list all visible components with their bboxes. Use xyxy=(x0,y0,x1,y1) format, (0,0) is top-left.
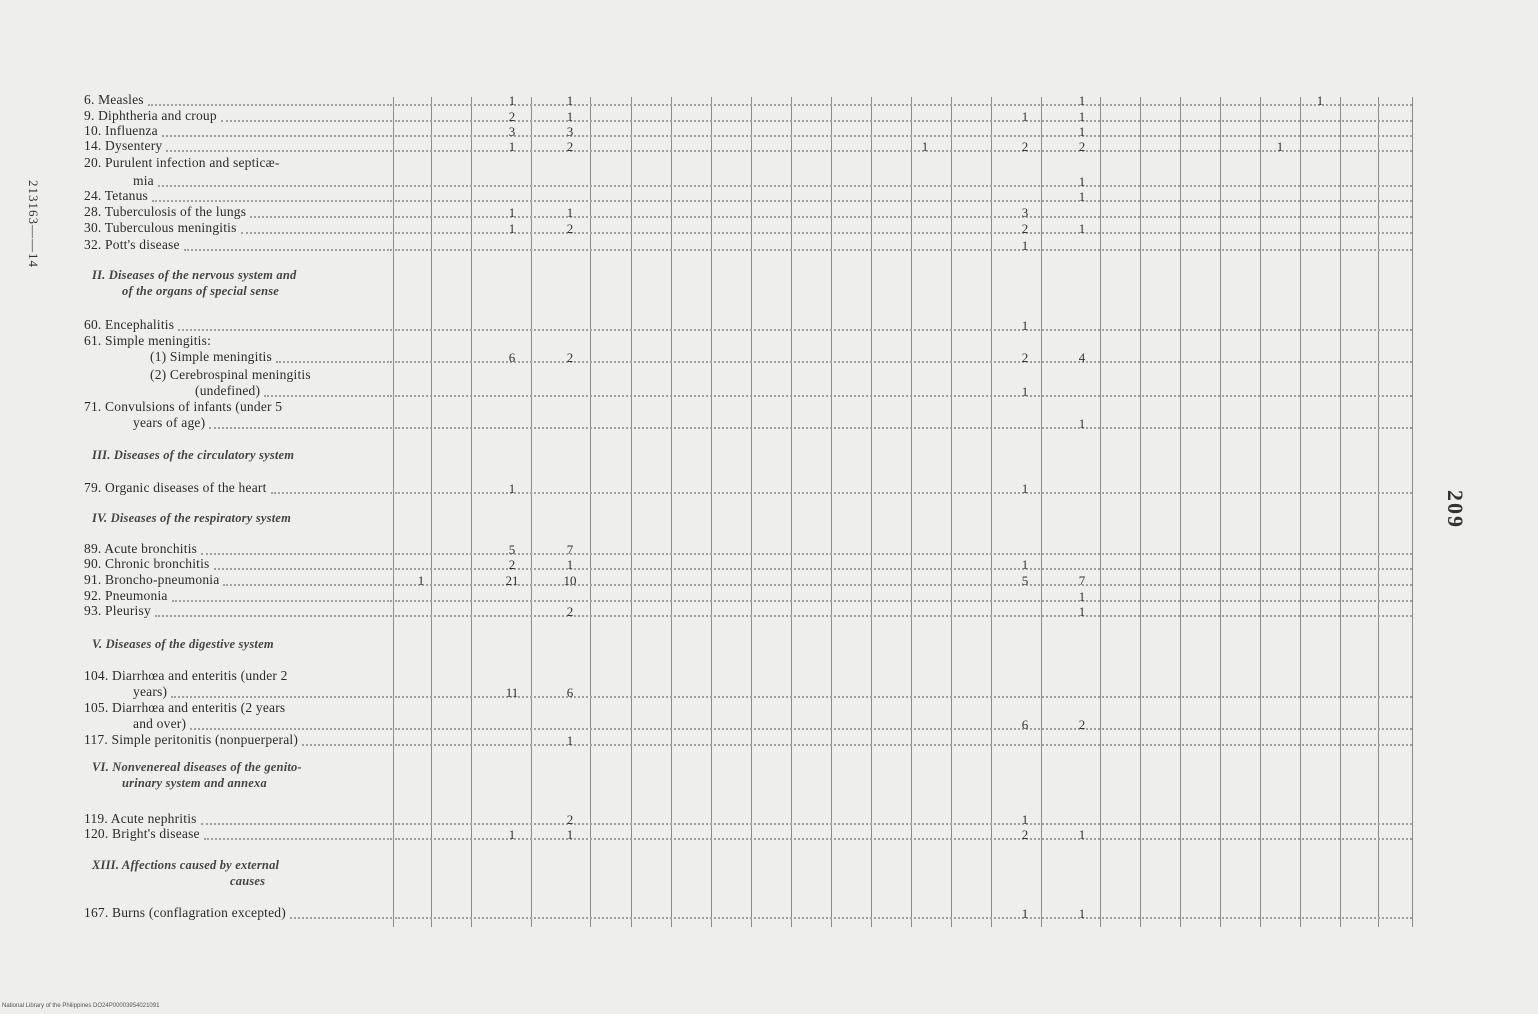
table-cell-value: 2 xyxy=(1021,350,1029,365)
table-cell-value: 2 xyxy=(566,604,574,619)
table-row-label xyxy=(84,123,158,138)
column-rule xyxy=(671,97,672,927)
table-row-label xyxy=(84,237,180,252)
table-cell-value: 1 xyxy=(1078,589,1086,604)
table-row-label xyxy=(84,317,174,332)
column-rule xyxy=(951,97,952,927)
table-cell-value: 1 xyxy=(1078,604,1086,619)
table-cell-value: 2 xyxy=(566,221,574,236)
section-heading xyxy=(230,874,265,889)
table-row-label xyxy=(84,204,246,219)
column-rule xyxy=(871,97,872,927)
section-heading xyxy=(92,858,279,873)
leader-dots xyxy=(395,492,1412,494)
leader-dots xyxy=(395,696,1412,698)
table-cell-value: 6 xyxy=(1021,717,1029,732)
table-row-label xyxy=(84,188,148,203)
table-cell-value: 1 xyxy=(566,827,574,842)
label-leader-dots xyxy=(290,917,392,919)
table-cell-value: 1 xyxy=(1316,93,1324,108)
table-cell-value: 1 xyxy=(1021,238,1029,253)
table-cell-value: 5 xyxy=(508,542,516,557)
leader-dots xyxy=(395,823,1412,825)
column-rule xyxy=(1300,97,1301,927)
label-leader-dots xyxy=(190,728,392,730)
label-leader-dots xyxy=(162,135,392,137)
leader-dots xyxy=(395,584,1412,586)
table-row-label xyxy=(133,684,167,699)
label-leader-dots xyxy=(201,553,392,555)
table-cell-value: 1 xyxy=(417,573,425,588)
leader-dots xyxy=(395,120,1412,122)
column-rule xyxy=(1378,97,1379,927)
table-row-label xyxy=(84,138,162,153)
leader-dots xyxy=(395,329,1412,331)
row-label-text: 92. Pneumonia xyxy=(84,588,168,603)
label-leader-dots xyxy=(201,823,392,825)
leader-dots xyxy=(395,600,1412,602)
table-cell-value: 2 xyxy=(508,109,516,124)
label-leader-dots xyxy=(152,200,392,202)
table-cell-value: 1 xyxy=(1021,109,1029,124)
row-label-text: years) xyxy=(133,684,168,699)
table-cell-value: 1 xyxy=(1078,189,1086,204)
table-cell-value: 1 xyxy=(508,93,516,108)
label-leader-dots xyxy=(148,104,392,106)
table-row-label xyxy=(150,349,272,364)
table-row-label xyxy=(84,480,267,495)
table-cell-value: 1 xyxy=(566,557,574,572)
row-label-text: VI. Nonvenereal diseases of the genito- xyxy=(92,760,302,774)
row-label-text: IV. Diseases of the respiratory system xyxy=(92,511,292,525)
table-row-label xyxy=(195,383,260,398)
leader-dots xyxy=(395,232,1412,234)
table-cell-value: 10 xyxy=(563,573,577,588)
column-rule xyxy=(393,97,394,927)
label-leader-dots xyxy=(184,249,392,251)
table-row-label xyxy=(84,668,288,683)
leader-dots xyxy=(395,135,1412,137)
table-row-label xyxy=(133,415,205,430)
row-label-text: 120. Bright's disease xyxy=(84,826,200,841)
row-label-text: 105. Diarrhœa and enteritis (2 years xyxy=(84,700,286,715)
label-leader-dots xyxy=(214,568,392,570)
table-cell-value: 2 xyxy=(566,139,574,154)
section-heading xyxy=(92,637,274,652)
row-label-text: urinary system and annexa xyxy=(122,776,267,790)
table-row-label xyxy=(84,603,151,618)
row-label-text: 9. Diphtheria and croup xyxy=(84,108,217,123)
table-row-label xyxy=(84,905,286,920)
table-cell-value: 1 xyxy=(1021,557,1029,572)
table-cell-value: 3 xyxy=(508,124,516,139)
table-cell-value: 1 xyxy=(508,221,516,236)
table-cell-value: 1 xyxy=(1078,827,1086,842)
column-rule xyxy=(791,97,792,927)
label-leader-dots xyxy=(276,361,392,363)
table-row-label xyxy=(84,155,280,170)
table-cell-value: 1 xyxy=(1078,174,1086,189)
row-label-text: of the organs of special sense xyxy=(122,284,280,298)
row-label-text: 6. Measles xyxy=(84,92,144,107)
table-row-label xyxy=(84,399,282,414)
table-cell-value: 5 xyxy=(1021,573,1029,588)
column-rule xyxy=(751,97,752,927)
section-heading xyxy=(122,776,267,791)
column-rule xyxy=(1340,97,1341,927)
column-rule xyxy=(711,97,712,927)
row-label-text: (2) Cerebrospinal meningitis xyxy=(150,367,311,382)
row-label-text: III. Diseases of the circulatory system xyxy=(92,448,295,462)
table-row-label xyxy=(84,700,285,715)
table-cell-value: 11 xyxy=(505,685,519,700)
table-cell-value: 7 xyxy=(1078,573,1086,588)
label-leader-dots xyxy=(158,185,392,187)
table-row-label xyxy=(84,92,144,107)
column-rule xyxy=(471,97,472,927)
table-cell-value: 1 xyxy=(1078,93,1086,108)
leader-dots xyxy=(395,361,1412,363)
table-cell-value: 1 xyxy=(508,481,516,496)
table-cell-value: 2 xyxy=(1078,139,1086,154)
row-label-text: II. Diseases of the nervous system and xyxy=(92,268,297,282)
row-label-text: mia xyxy=(133,173,154,188)
label-leader-dots xyxy=(209,427,392,429)
table-cell-value: 1 xyxy=(1021,812,1029,827)
table-row-label xyxy=(84,556,210,571)
leader-dots xyxy=(395,917,1412,919)
row-label-text: 119. Acute nephritis xyxy=(84,811,197,826)
table-cell-value: 2 xyxy=(1021,827,1029,842)
table-cell-value: 2 xyxy=(1021,221,1029,236)
row-label-text: 24. Tetanus xyxy=(84,188,148,203)
table-row-label xyxy=(150,367,311,382)
leader-dots xyxy=(395,200,1412,202)
section-heading xyxy=(122,284,279,299)
table-cell-value: 1 xyxy=(1276,139,1284,154)
row-label-text: 93. Pleurisy xyxy=(84,603,151,618)
label-leader-dots xyxy=(171,696,392,698)
label-leader-dots xyxy=(221,120,392,122)
row-label-text: 60. Encephalitis xyxy=(84,317,175,332)
table-row-label xyxy=(84,333,211,348)
row-label-text: years of age) xyxy=(133,415,206,430)
leader-dots xyxy=(395,249,1412,251)
table-cell-value: 1 xyxy=(921,139,929,154)
row-label-text: 10. Influenza xyxy=(84,123,158,138)
column-rule xyxy=(431,97,432,927)
row-label-text: 32. Pott's disease xyxy=(84,237,180,252)
margin-reference: 213163——14 xyxy=(26,180,41,268)
table-cell-value: 21 xyxy=(505,573,519,588)
column-rule xyxy=(1260,97,1261,927)
table-cell-value: 4 xyxy=(1078,350,1086,365)
column-rule xyxy=(1180,97,1181,927)
row-label-text: 104. Diarrhœa and enteritis (under 2 xyxy=(84,668,288,683)
leader-dots xyxy=(395,728,1412,730)
table-row-label xyxy=(84,826,200,841)
row-label-text: 14. Dysentery xyxy=(84,138,163,153)
row-label-text: and over) xyxy=(133,716,187,731)
table-cell-value: 2 xyxy=(1021,139,1029,154)
column-rule xyxy=(991,97,992,927)
leader-dots xyxy=(395,553,1412,555)
table-cell-value: 7 xyxy=(566,542,574,557)
table-cell-value: 1 xyxy=(1078,124,1086,139)
table-cell-value: 1 xyxy=(1021,906,1029,921)
column-rule xyxy=(590,97,591,927)
column-rule xyxy=(1140,97,1141,927)
table-cell-value: 2 xyxy=(566,812,574,827)
label-leader-dots xyxy=(271,492,392,494)
label-leader-dots xyxy=(250,216,392,218)
label-leader-dots xyxy=(223,584,392,586)
row-label-text: 89. Acute bronchitis xyxy=(84,541,198,556)
table-row-label xyxy=(84,108,217,123)
column-rule xyxy=(831,97,832,927)
row-label-text: (undefined) xyxy=(195,383,261,398)
table-cell-value: 2 xyxy=(1078,717,1086,732)
table-cell-value: 1 xyxy=(566,733,574,748)
leader-dots xyxy=(395,427,1412,429)
table-cell-value: 1 xyxy=(508,139,516,154)
row-label-text: 71. Convulsions of infants (under 5 xyxy=(84,399,283,414)
table-cell-value: 1 xyxy=(566,109,574,124)
table-row-label xyxy=(84,588,168,603)
table-cell-value: 1 xyxy=(1078,109,1086,124)
label-leader-dots xyxy=(166,150,392,152)
row-label-text: 79. Organic diseases of the heart xyxy=(84,480,267,495)
table-row-label xyxy=(84,811,197,826)
leader-dots xyxy=(395,104,1412,106)
column-rule xyxy=(1220,97,1221,927)
table-cell-value: 1 xyxy=(1021,384,1029,399)
row-label-text: 90. Chronic bronchitis xyxy=(84,556,210,571)
column-rule xyxy=(631,97,632,927)
footer-credit: National Library of the Philippines DO24P00003954021091 xyxy=(2,1003,160,1009)
label-leader-dots xyxy=(178,329,392,331)
leader-dots xyxy=(395,744,1412,746)
table-cell-value: 2 xyxy=(566,350,574,365)
table-cell-value: 1 xyxy=(1078,416,1086,431)
leader-dots xyxy=(395,185,1412,187)
table-cell-value: 3 xyxy=(566,124,574,139)
leader-dots xyxy=(395,216,1412,218)
table-cell-value: 1 xyxy=(1078,906,1086,921)
row-label-text: 30. Tuberculous meningitis xyxy=(84,220,237,235)
row-label-text: V. Diseases of the digestive system xyxy=(92,637,274,651)
table-cell-value: 1 xyxy=(1021,481,1029,496)
row-label-text: 117. Simple peritonitis (nonpuerperal) xyxy=(84,732,299,747)
leader-dots xyxy=(395,568,1412,570)
leader-dots xyxy=(395,395,1412,397)
label-leader-dots xyxy=(302,744,392,746)
label-leader-dots xyxy=(204,838,392,840)
row-label-text: (1) Simple meningitis xyxy=(150,349,272,364)
table-cell-value: 6 xyxy=(508,350,516,365)
table-row-label xyxy=(133,716,186,731)
row-label-text: 20. Purulent infection and septicæ- xyxy=(84,155,280,170)
table-cell-value: 1 xyxy=(1021,318,1029,333)
column-rule xyxy=(911,97,912,927)
row-label-text: XIII. Affections caused by external xyxy=(92,858,280,872)
table-cell-value: 1 xyxy=(508,827,516,842)
leader-dots xyxy=(395,615,1412,617)
row-label-text: 28. Tuberculosis of the lungs xyxy=(84,204,247,219)
label-leader-dots xyxy=(155,615,392,617)
section-heading xyxy=(92,448,294,463)
section-heading xyxy=(92,511,291,526)
table-row-label xyxy=(84,732,298,747)
row-label-text: 167. Burns (conflagration excepted) xyxy=(84,905,286,920)
table-cell-value: 1 xyxy=(566,205,574,220)
section-heading xyxy=(92,760,302,775)
row-label-text: 61. Simple meningitis: xyxy=(84,333,212,348)
table-cell-value: 3 xyxy=(1021,205,1029,220)
row-label-text: causes xyxy=(230,874,266,888)
table-cell-value: 1 xyxy=(508,205,516,220)
table-row-label xyxy=(84,541,197,556)
table-cell-value: 2 xyxy=(508,557,516,572)
table-cell-value: 1 xyxy=(566,93,574,108)
page-number: 209 xyxy=(1443,490,1468,529)
row-label-text: 91. Broncho-pneumonia xyxy=(84,572,220,587)
section-heading xyxy=(92,268,296,283)
column-rule xyxy=(1412,97,1413,927)
table-cell-value: 6 xyxy=(566,685,574,700)
label-leader-dots xyxy=(264,395,392,397)
leader-dots xyxy=(395,838,1412,840)
label-leader-dots xyxy=(172,600,392,602)
table-cell-value: 1 xyxy=(1078,221,1086,236)
label-leader-dots xyxy=(241,232,392,234)
table-row-label xyxy=(84,220,237,235)
table-row-label xyxy=(84,572,219,587)
table-row-label xyxy=(133,173,154,188)
